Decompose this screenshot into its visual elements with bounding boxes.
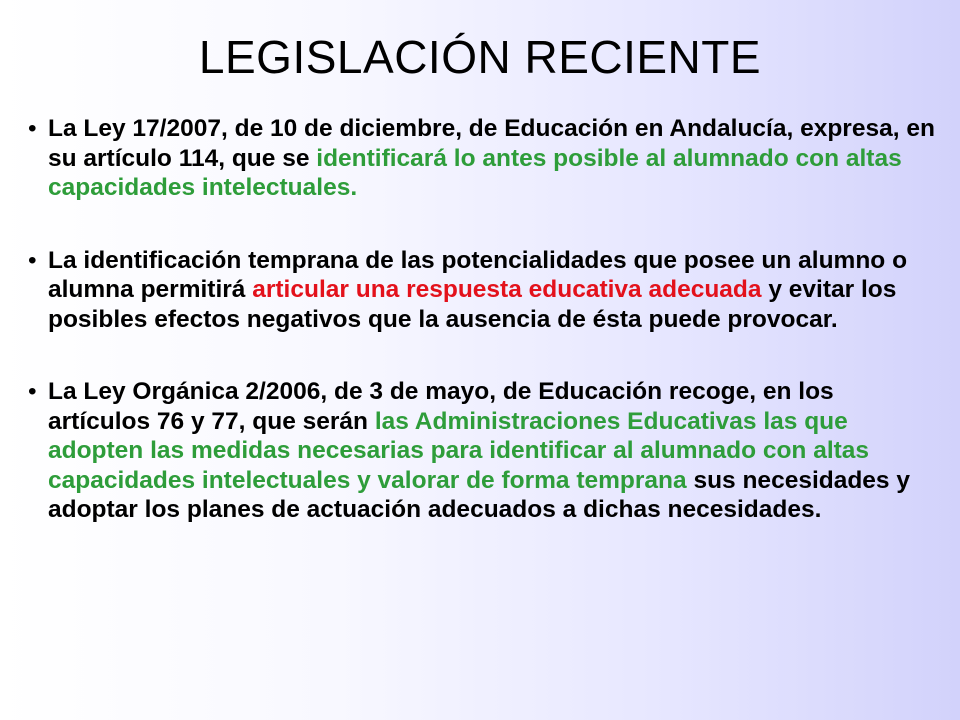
bullet-ley-17-2007 <box>28 114 938 203</box>
highlight-green-text: las Administraciones Educativas las que adopten las medidas necesarias para identificar al alumnado con altas capacidades intelectuales y valorar de forma temprana <box>48 407 870 494</box>
bullet-dot-icon: • <box>28 115 37 142</box>
bullet-text: sus necesidades y adoptar los planes de actuación adecuados a dichas necesidades. <box>48 466 910 523</box>
bullet-text: La identificación temprana de las potencialidades que posee un alumno o alumna permitirá <box>48 246 908 303</box>
bullet-text: La Ley 17/2007, de 10 de diciembre, de Educación en Andalucía, expresa, en su artículo 114, que se <box>48 115 935 172</box>
bullet-text: y evitar los posibles efectos negativos que la ausencia de ésta puede provocar. <box>48 276 897 333</box>
slide-title: LEGISLACIÓN RECIENTE <box>198 31 762 83</box>
bullet-list <box>28 114 938 525</box>
bullet-identificacion-temprana <box>28 246 938 335</box>
bullet-ley-organica-2-2006 <box>28 377 938 525</box>
bullet-dot-icon: • <box>28 378 37 405</box>
highlight-green-text: identificará lo antes posible al alumnado con altas capacidades intelectuales. <box>48 144 902 201</box>
bullet-dot-icon: • <box>28 246 37 274</box>
bullet-text: La Ley Orgánica 2/2006, de 3 de mayo, de Educación recoge, en los artículos 76 y 77, que serán <box>48 378 834 435</box>
highlight-red-text: articular una respuesta educativa adecuada <box>252 276 762 303</box>
